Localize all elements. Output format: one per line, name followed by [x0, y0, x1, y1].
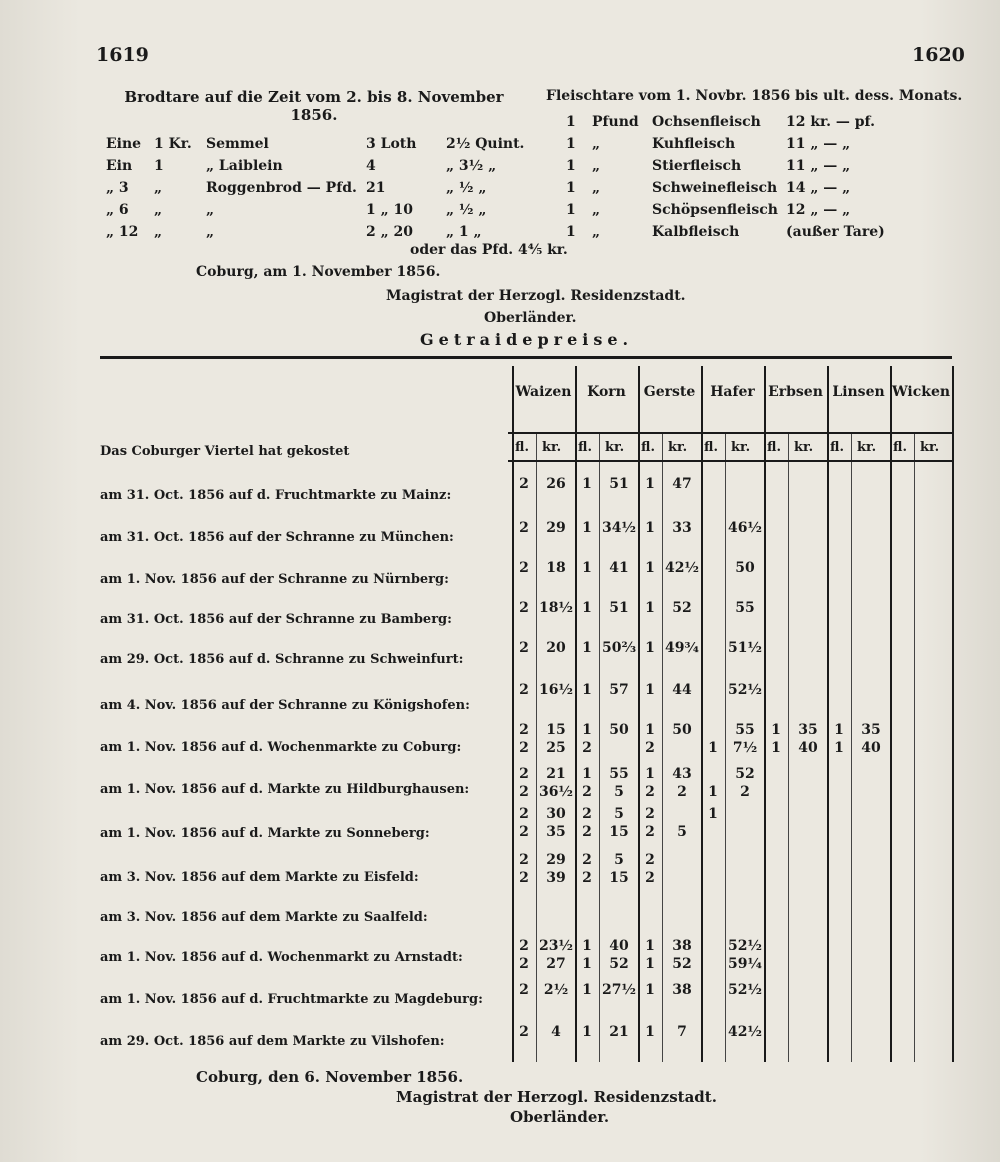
market-label: am 31. Oct. 1856 auf der Schranne zu Bamberg:	[100, 612, 452, 627]
fleischtaxe-qty: 1	[566, 202, 576, 218]
unit-fl: fl.	[767, 440, 781, 455]
price-fl: 2	[645, 806, 655, 822]
price-kr: 20	[546, 640, 566, 656]
market-label: am 1. Nov. 1856 auf d. Fruchtmarkte zu Magdeburg:	[100, 992, 483, 1007]
price-fl: 2	[645, 784, 655, 800]
price-kr: 51½	[727, 640, 763, 656]
brodtaxe-item: „	[206, 224, 215, 240]
page-number-right: 1620	[912, 44, 965, 66]
price-fl: 1	[834, 740, 844, 756]
fleischtaxe-row	[560, 156, 960, 178]
brodtaxe-coin: „	[154, 180, 163, 196]
price-kr: 47	[672, 476, 692, 492]
brodtaxe-fraction: „ 1 „	[446, 224, 482, 240]
price-kr: 4	[551, 1024, 561, 1040]
price-kr: 2	[740, 784, 750, 800]
price-fl: 1	[645, 640, 655, 656]
unit-kr: kr.	[542, 440, 562, 455]
price-fl: 1	[771, 722, 781, 738]
table-column-rule	[764, 366, 766, 1062]
fleischtaxe-item: Schweinefleisch	[652, 180, 778, 196]
price-fl: 1	[582, 1024, 592, 1040]
unit-kr: kr.	[668, 440, 688, 455]
price-kr: 38	[672, 938, 692, 954]
price-kr: 40	[861, 740, 881, 756]
price-kr: 27½	[601, 982, 637, 998]
brodtaxe-row	[104, 178, 524, 200]
price-fl: 2	[519, 870, 529, 886]
price-kr: 52	[609, 956, 629, 972]
price-fl: 1	[708, 740, 718, 756]
fleischtaxe-row	[560, 112, 960, 134]
price-fl: 1	[582, 600, 592, 616]
table-subcolumn-rule	[788, 432, 789, 1062]
price-fl: 1	[582, 722, 592, 738]
price-kr: 15	[609, 824, 629, 840]
price-fl: 2	[519, 784, 529, 800]
price-kr: 49¾	[664, 640, 700, 656]
fleischtaxe-price: 11 „ — „	[786, 136, 851, 152]
price-kr: 39	[546, 870, 566, 886]
price-kr: 59¼	[727, 956, 763, 972]
table-top-rule	[100, 356, 952, 359]
price-fl: 1	[645, 766, 655, 782]
price-kr: 57	[609, 682, 629, 698]
price-fl: 1	[582, 640, 592, 656]
brodtaxe-fraction: „ ½ „	[446, 180, 487, 196]
price-kr: 43	[672, 766, 692, 782]
fleischtaxe-qty: 1	[566, 180, 576, 196]
fleischtaxe-title: Fleischtare vom 1. Novbr. 1856 bis ult. dess. Monats.	[546, 88, 963, 104]
table-column-rule	[827, 366, 829, 1062]
brodtaxe-row	[104, 200, 524, 222]
market-label: am 1. Nov. 1856 auf d. Markte zu Sonneberg:	[100, 826, 430, 841]
fleischtaxe-item: Ochsenfleisch	[652, 114, 761, 130]
price-kr: 30	[546, 806, 566, 822]
fleischtaxe-price: 14 „ — „	[786, 180, 851, 196]
price-kr: 33	[672, 520, 692, 536]
brodtaxe-item: Semmel	[206, 136, 269, 152]
unit-fl: fl.	[830, 440, 844, 455]
price-kr: 5	[614, 852, 624, 868]
brodtaxe-coin: „	[154, 224, 163, 240]
brodtaxe-weight: 1 „ 10	[366, 202, 414, 218]
price-fl: 2	[582, 852, 592, 868]
price-fl: 1	[645, 982, 655, 998]
column-heading: Korn	[587, 384, 626, 400]
brodtaxe-coin: „	[154, 202, 163, 218]
price-kr: 15	[609, 870, 629, 886]
price-kr: 15	[546, 722, 566, 738]
price-kr: 18½	[538, 600, 574, 616]
price-kr: 52½	[727, 682, 763, 698]
fleischtaxe-item: Kalbfleisch	[652, 224, 740, 240]
signature-name-1: Oberländer.	[484, 310, 577, 326]
table-header-rule	[508, 432, 952, 434]
price-fl: 1	[645, 520, 655, 536]
price-kr: 52½	[727, 982, 763, 998]
price-kr: 50	[672, 722, 692, 738]
price-fl: 1	[708, 784, 718, 800]
unit-fl: fl.	[704, 440, 718, 455]
price-kr: 40	[609, 938, 629, 954]
price-fl: 2	[519, 476, 529, 492]
price-kr: 2½	[543, 982, 569, 998]
brodtaxe-qty: Eine	[106, 136, 142, 152]
price-fl: 1	[582, 560, 592, 576]
column-heading: Hafer	[710, 384, 755, 400]
price-kr: 50	[735, 560, 755, 576]
brodtaxe-item: Roggenbrod — Pfd.	[206, 180, 357, 196]
price-kr: 21	[546, 766, 566, 782]
brodtaxe-coin: 1	[154, 158, 164, 174]
brodtaxe-coin: 1 Kr.	[154, 136, 192, 152]
price-fl: 2	[519, 824, 529, 840]
price-fl: 2	[645, 870, 655, 886]
footer-date-line: Coburg, den 6. November 1856.	[196, 1068, 464, 1086]
footer-name: Oberländer.	[510, 1108, 610, 1126]
brodtaxe-item: „ Laiblein	[206, 158, 283, 174]
price-kr: 16½	[538, 682, 574, 698]
column-heading: Linsen	[832, 384, 885, 400]
price-fl: 2	[519, 682, 529, 698]
price-kr: 25	[546, 740, 566, 756]
price-kr: 5	[614, 784, 624, 800]
price-fl: 2	[645, 740, 655, 756]
market-label: am 3. Nov. 1856 auf dem Markte zu Eisfeld:	[100, 870, 419, 885]
price-kr: 35	[861, 722, 881, 738]
table-subcolumn-rule	[851, 432, 852, 1062]
fleischtaxe-qty: 1	[566, 224, 576, 240]
price-fl: 2	[519, 600, 529, 616]
price-fl: 2	[519, 852, 529, 868]
brodtaxe-weight: 21	[366, 180, 386, 196]
unit-kr: kr.	[794, 440, 814, 455]
price-fl: 2	[519, 806, 529, 822]
column-heading: Waizen	[515, 384, 572, 400]
price-fl: 2	[645, 824, 655, 840]
unit-kr: kr.	[731, 440, 751, 455]
table-subcolumn-rule	[725, 432, 726, 1062]
unit-fl: fl.	[893, 440, 907, 455]
price-kr: 18	[546, 560, 566, 576]
price-kr: 55	[735, 722, 755, 738]
price-fl: 2	[519, 740, 529, 756]
price-kr: 55	[609, 766, 629, 782]
brodtaxe-weight: 4	[366, 158, 376, 174]
price-kr: 44	[672, 682, 692, 698]
fleischtaxe-row	[560, 134, 960, 156]
market-label: am 1. Nov. 1856 auf der Schranne zu Nürnberg:	[100, 572, 449, 587]
price-fl: 2	[519, 956, 529, 972]
signature-magistrat-1: Magistrat der Herzogl. Residenzstadt.	[386, 288, 686, 304]
brodtaxe-title: Brodtare auf die Zeit vom 2. bis 8. November 1856.	[124, 88, 504, 124]
price-fl: 1	[645, 476, 655, 492]
footer-signature: Magistrat der Herzogl. Residenzstadt.	[396, 1088, 717, 1106]
price-fl: 2	[519, 982, 529, 998]
market-label: am 4. Nov. 1856 auf der Schranne zu Königshofen:	[100, 698, 470, 713]
fleischtaxe-qty: 1	[566, 158, 576, 174]
fleischtaxe-unit: „	[592, 202, 601, 218]
table-column-rule	[952, 366, 954, 1062]
market-label: am 3. Nov. 1856 auf dem Markte zu Saalfeld:	[100, 910, 428, 925]
price-kr: 21	[609, 1024, 629, 1040]
unit-kr: kr.	[857, 440, 877, 455]
price-fl: 1	[645, 682, 655, 698]
price-fl: 1	[645, 938, 655, 954]
unit-fl: fl.	[641, 440, 655, 455]
price-fl: 1	[645, 1024, 655, 1040]
brodtaxe-qty: „ 6	[106, 202, 129, 218]
table-column-rule	[890, 366, 892, 1062]
fleischtaxe-item: Kuhfleisch	[652, 136, 736, 152]
brodtaxe-date-line: Coburg, am 1. November 1856.	[196, 264, 441, 280]
price-fl: 1	[582, 682, 592, 698]
price-fl: 1	[582, 476, 592, 492]
price-fl: 1	[645, 956, 655, 972]
table-subcolumn-rule	[536, 432, 537, 1062]
brodtaxe-weight: 3 Loth	[366, 136, 417, 152]
brodtaxe-item: „	[206, 202, 215, 218]
fleischtaxe-item: Stierfleisch	[652, 158, 742, 174]
brodtaxe-price-line: oder das Pfd. 4⅘ kr.	[410, 242, 568, 258]
brodtaxe-row	[104, 134, 524, 156]
fleischtaxe-unit: „	[592, 136, 601, 152]
price-kr: 42½	[664, 560, 700, 576]
price-kr: 5	[677, 824, 687, 840]
price-kr: 42½	[727, 1024, 763, 1040]
brodtaxe-qty: „ 12	[106, 224, 139, 240]
unit-fl: fl.	[578, 440, 592, 455]
market-label: am 31. Oct. 1856 auf der Schranne zu München:	[100, 530, 454, 545]
column-heading: Gerste	[643, 384, 696, 400]
price-kr: 52½	[727, 938, 763, 954]
price-fl: 1	[645, 722, 655, 738]
price-fl: 1	[645, 600, 655, 616]
fleischtaxe-qty: 1	[566, 114, 576, 130]
brodtaxe-qty: „ 3	[106, 180, 129, 196]
price-kr: 50	[609, 722, 629, 738]
price-fl: 2	[519, 1024, 529, 1040]
fleischtaxe-item: Schöpsenfleisch	[652, 202, 778, 218]
price-kr: 7	[677, 1024, 687, 1040]
column-heading: Erbsen	[768, 384, 823, 400]
column-heading: Wicken	[891, 384, 951, 400]
fleischtaxe-unit: „	[592, 180, 601, 196]
price-kr: 35	[546, 824, 566, 840]
price-kr: 26	[546, 476, 566, 492]
price-fl: 2	[519, 520, 529, 536]
brodtaxe-fraction: 2½ Quint.	[446, 136, 525, 152]
price-fl: 1	[582, 938, 592, 954]
price-fl: 2	[519, 560, 529, 576]
price-fl: 1	[834, 722, 844, 738]
brodtaxe-row	[104, 222, 524, 244]
price-fl: 1	[582, 766, 592, 782]
fleischtaxe-unit: „	[592, 224, 601, 240]
brodtaxe-qty: Ein	[106, 158, 133, 174]
price-kr: 52	[735, 766, 755, 782]
price-fl: 2	[645, 852, 655, 868]
market-label: am 31. Oct. 1856 auf d. Fruchtmarkte zu Mainz:	[100, 488, 452, 503]
table-column-rule	[701, 366, 703, 1062]
price-fl: 2	[582, 806, 592, 822]
price-kr: 51	[609, 476, 629, 492]
table-header-rule	[508, 460, 952, 462]
price-kr: 36½	[538, 784, 574, 800]
price-kr: 41	[609, 560, 629, 576]
fleischtaxe-price: 11 „ — „	[786, 158, 851, 174]
unit-kr: kr.	[920, 440, 940, 455]
fleischtaxe-qty: 1	[566, 136, 576, 152]
price-kr: 40	[798, 740, 818, 756]
price-fl: 1	[582, 956, 592, 972]
price-kr: 52	[672, 956, 692, 972]
price-kr: 7½	[732, 740, 758, 756]
fleischtaxe-price: 12 „ — „	[786, 202, 851, 218]
price-fl: 2	[582, 824, 592, 840]
price-kr: 51	[609, 600, 629, 616]
price-fl: 2	[582, 740, 592, 756]
price-kr: 2	[677, 784, 687, 800]
price-kr: 29	[546, 852, 566, 868]
price-kr: 38	[672, 982, 692, 998]
price-kr: 52	[672, 600, 692, 616]
fleischtaxe-row	[560, 178, 960, 200]
brodtaxe-fraction: „ 3½ „	[446, 158, 497, 174]
price-kr: 55	[735, 600, 755, 616]
price-fl: 2	[519, 722, 529, 738]
fleischtaxe-row	[560, 200, 960, 222]
market-label: am 1. Nov. 1856 auf d. Markte zu Hildburghausen:	[100, 782, 470, 797]
price-fl: 2	[519, 766, 529, 782]
price-fl: 1	[582, 520, 592, 536]
price-kr: 46½	[727, 520, 763, 536]
fleischtaxe-unit: Pfund	[592, 114, 639, 130]
price-kr: 5	[614, 806, 624, 822]
table-subcolumn-rule	[599, 432, 600, 1062]
price-fl: 1	[708, 806, 718, 822]
table-subcolumn-rule	[662, 432, 663, 1062]
price-kr: 27	[546, 956, 566, 972]
price-fl: 2	[582, 870, 592, 886]
fleischtaxe-price: 12 kr. — pf.	[786, 114, 875, 130]
fleischtaxe-unit: „	[592, 158, 601, 174]
price-kr: 50⅔	[602, 640, 636, 656]
market-label: am 29. Oct. 1856 auf dem Markte zu Vilshofen:	[100, 1034, 445, 1049]
price-kr: 34½	[601, 520, 637, 536]
price-fl: 1	[771, 740, 781, 756]
price-fl: 1	[582, 982, 592, 998]
price-kr: 35	[798, 722, 818, 738]
fleischtaxe-row	[560, 222, 960, 244]
unit-fl: fl.	[515, 440, 529, 455]
getraide-heading: Getraidepreise.	[420, 330, 634, 349]
market-label: am 1. Nov. 1856 auf d. Wochenmarkte zu Coburg:	[100, 740, 462, 755]
price-kr: 23½	[538, 938, 574, 954]
price-fl: 2	[582, 784, 592, 800]
unit-kr: kr.	[605, 440, 625, 455]
price-fl: 1	[645, 560, 655, 576]
table-subcolumn-rule	[914, 432, 915, 1062]
brodtaxe-row	[104, 156, 524, 178]
price-fl: 2	[519, 938, 529, 954]
page-number-left: 1619	[96, 44, 149, 66]
table-intro: Das Coburger Viertel hat gekostet	[100, 444, 350, 459]
brodtaxe-weight: 2 „ 20	[366, 224, 414, 240]
brodtaxe-fraction: „ ½ „	[446, 202, 487, 218]
price-kr: 29	[546, 520, 566, 536]
price-fl: 2	[519, 640, 529, 656]
fleischtaxe-price: (außer Tare)	[786, 224, 885, 240]
market-label: am 29. Oct. 1856 auf d. Schranne zu Schweinfurt:	[100, 652, 464, 667]
market-label: am 1. Nov. 1856 auf d. Wochenmarkt zu Arnstadt:	[100, 950, 463, 965]
